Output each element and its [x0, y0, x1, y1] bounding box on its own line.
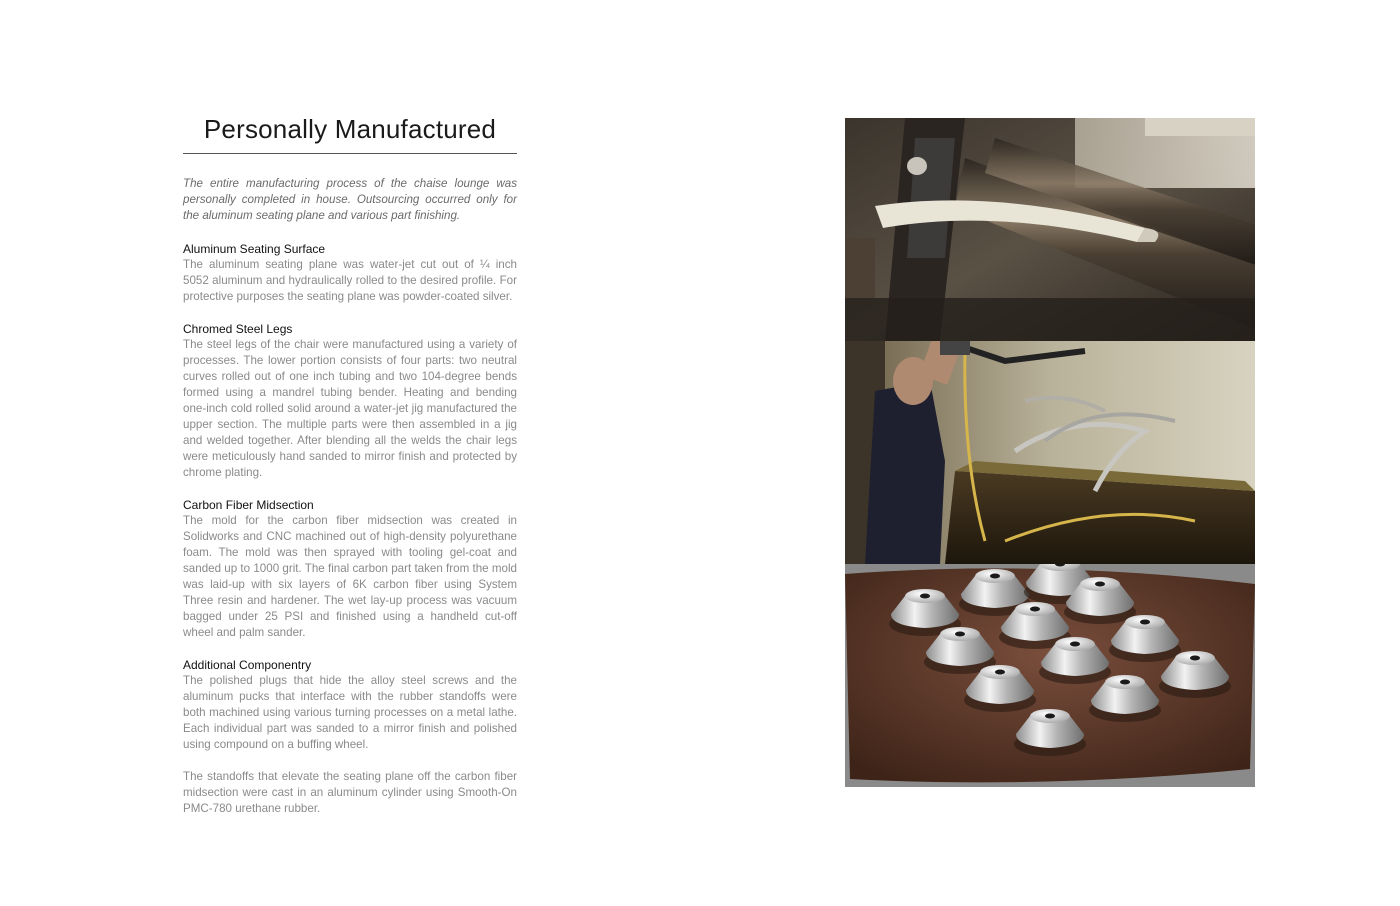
section-paragraph: The standoffs that elevate the seating plane off the carbon fiber midsection were cast in an aluminum cylinder using Smooth-On PMC-780 urethane rubber.: [183, 770, 517, 815]
photo-column: [845, 118, 1255, 787]
section-paragraph: The steel legs of the chair were manufactured using a variety of processes. The lower portion consists of four parts: two neutral curves rolled out of one inch tubing and two 104-degree bends formed using a mandrel tubing bender. Heating and bending one-inch cold rolled solid around a water-jet jig manufactured the upper section. The multiple parts were then assembled in a jig and welded together. After blending all the welds the chair legs were meticulously hand sanded to mirror finish and protected by chrome plating.: [183, 338, 517, 479]
section-heading: Aluminum Seating Surface: [183, 242, 326, 256]
intro-paragraph: The entire manufacturing process of the chaise lounge was personally completed in house. Outsourcing occurred only for the aluminum seating plane and various part finishing.: [183, 177, 517, 222]
photo-hydraulic-roller: [845, 118, 1255, 341]
section-chromed-steel-legs: [183, 321, 517, 481]
hydraulic-roller-image: [845, 118, 1255, 341]
section-paragraph: The aluminum seating plane was water-jet cut out of ¼ inch 5052 aluminum and hydraulically rolled to the desired profile. For protective purposes the seating plane was powder-coated silver.: [183, 258, 517, 303]
section-additional-componentry: [183, 657, 517, 817]
section-heading: Carbon Fiber Midsection: [183, 498, 314, 512]
section-carbon-fiber-midsection: [183, 497, 517, 641]
page-title: Personally Manufactured: [203, 114, 497, 144]
title-divider: [183, 153, 517, 154]
text-column: [183, 112, 517, 833]
section-heading: Chromed Steel Legs: [183, 322, 293, 336]
section-paragraph: The mold for the carbon fiber midsection was created in Solidworks and CNC machined out of high-density polyurethane foam. The mold was then sprayed with tooling gel-coat and sanded up to 1000 grit. The final carbon part taken from the mold was laid-up with six layers of 6K carbon fiber using System Three resin and hardener. The wet lay-up process was vacuum bagged under 25 PSI and finished using a handheld cut-off wheel and palm sander.: [183, 514, 517, 639]
section-heading: Additional Componentry: [183, 658, 312, 672]
aluminum-pucks-image: [845, 564, 1255, 787]
photo-chrome-plating-tank: [845, 341, 1255, 564]
photo-machined-aluminum-pucks: [845, 564, 1255, 787]
section-aluminum-seating-surface: [183, 241, 517, 305]
chrome-plating-image: [845, 341, 1255, 564]
section-paragraph: The polished plugs that hide the alloy steel screws and the aluminum pucks that interface with the rubber standoffs were both machined using various turning processes on a metal lathe. Each individual part was sanded to a mirror finish and polished using compound on a buffing wheel.: [183, 674, 517, 751]
